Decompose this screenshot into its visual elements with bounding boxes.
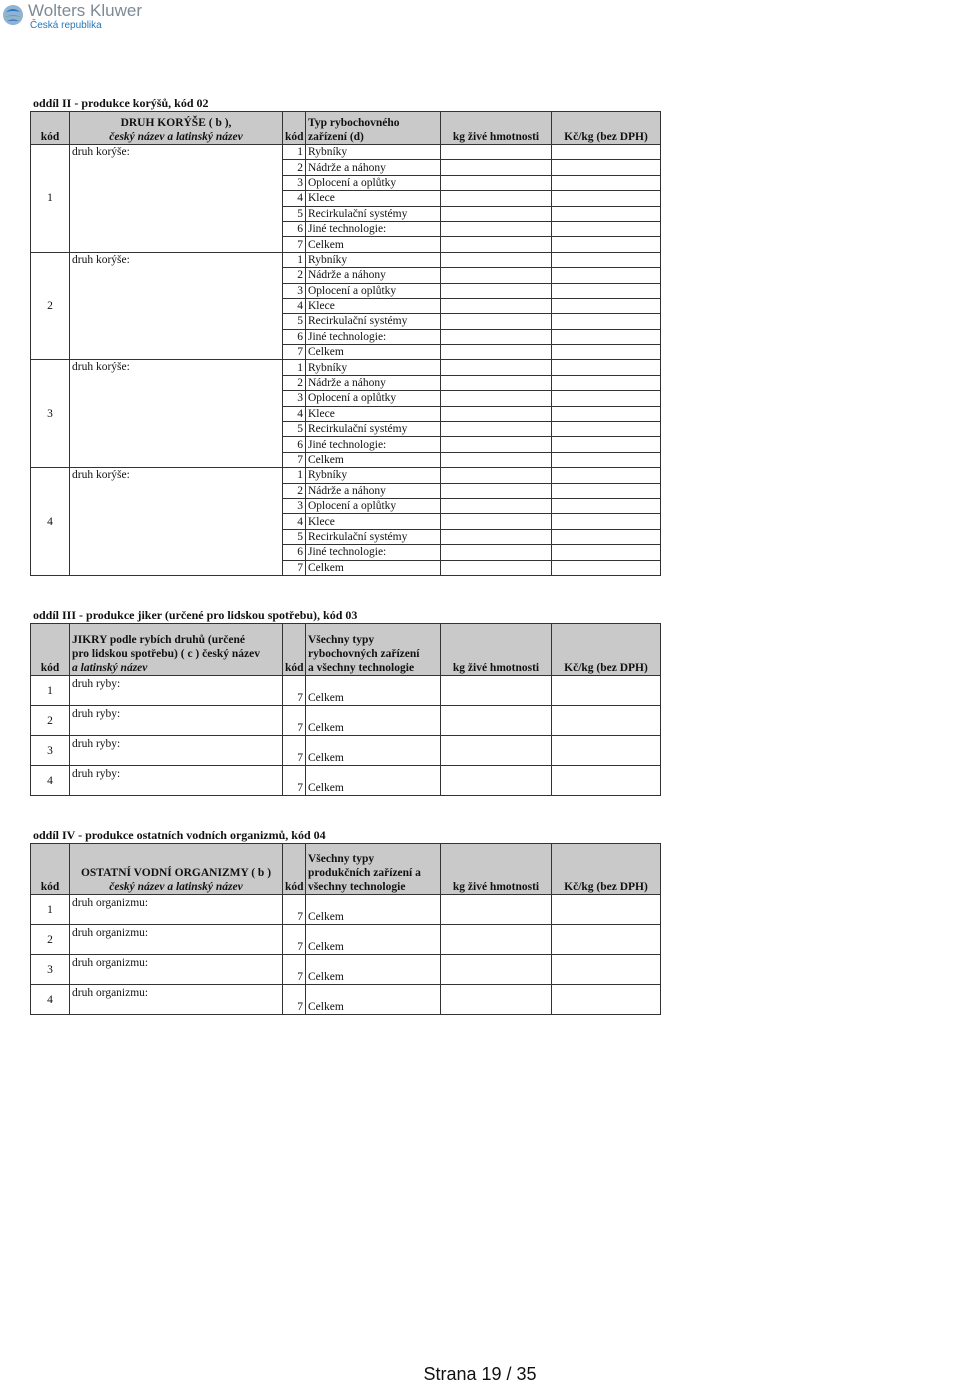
globe-logo-icon	[2, 4, 24, 26]
page-number: Strana 19 / 35	[423, 1364, 537, 1384]
logo-subtitle: Česká republika	[30, 20, 102, 31]
facility-code: 1	[283, 252, 306, 267]
price-input-cell[interactable]	[552, 160, 661, 175]
facility-type: Jiné technologie:	[306, 329, 441, 344]
section-ii	[30, 96, 672, 576]
header-typ-line2: zařízení (d)	[308, 131, 364, 143]
price-input-cell[interactable]	[552, 985, 661, 1015]
price-input-cell[interactable]	[552, 452, 661, 467]
section-iv	[30, 828, 672, 1015]
row-code: 1	[31, 676, 70, 706]
table-row	[31, 145, 661, 160]
facility-code: 3	[283, 175, 306, 190]
facility-type: Nádrže a náhony	[306, 160, 441, 175]
row-code: 3	[31, 360, 70, 468]
price-input-cell[interactable]	[552, 483, 661, 498]
price-input-cell[interactable]	[552, 529, 661, 544]
section-iii-table	[30, 623, 661, 796]
price-input-cell[interactable]	[552, 955, 661, 985]
kg-input-cell[interactable]	[441, 283, 552, 298]
row-code: 4	[31, 766, 70, 796]
kg-input-cell[interactable]	[441, 766, 552, 796]
facility-type: Celkem	[306, 345, 441, 360]
header-typ-line1: Všechny typy	[308, 853, 375, 865]
kg-input-cell[interactable]	[441, 191, 552, 206]
table-header-row	[31, 844, 661, 895]
facility-type: Nádrže a náhony	[306, 375, 441, 390]
section-iii	[30, 608, 672, 796]
price-input-cell[interactable]	[552, 895, 661, 925]
price-input-cell[interactable]	[552, 437, 661, 452]
kg-input-cell[interactable]	[441, 529, 552, 544]
facility-code: 2	[283, 268, 306, 283]
facility-type: Celkem	[306, 895, 441, 925]
price-input-cell[interactable]	[552, 676, 661, 706]
facility-type: Celkem	[306, 766, 441, 796]
row-code: 4	[31, 468, 70, 576]
kg-input-cell[interactable]	[441, 498, 552, 513]
species-input-cell[interactable]: druh korýše:	[70, 468, 283, 576]
table-row	[31, 676, 661, 706]
species-input-cell[interactable]: druh ryby:	[70, 736, 283, 766]
header-kod: kód	[31, 112, 70, 145]
header-kod2: kód	[283, 624, 306, 676]
section-iv-table	[30, 843, 661, 1015]
row-code: 4	[31, 985, 70, 1015]
kg-input-cell[interactable]	[441, 252, 552, 267]
price-input-cell[interactable]	[552, 314, 661, 329]
price-input-cell[interactable]	[552, 145, 661, 160]
kg-input-cell[interactable]	[441, 268, 552, 283]
facility-type: Celkem	[306, 925, 441, 955]
facility-code: 3	[283, 391, 306, 406]
facility-code: 7	[283, 706, 306, 736]
header-kod2: kód	[283, 844, 306, 895]
table-row	[31, 766, 661, 796]
price-input-cell[interactable]	[552, 498, 661, 513]
price-input-cell[interactable]	[552, 237, 661, 252]
kg-input-cell[interactable]	[441, 314, 552, 329]
price-input-cell[interactable]	[552, 391, 661, 406]
facility-type: Oplocení a oplůtky	[306, 283, 441, 298]
facility-type: Nádrže a náhony	[306, 483, 441, 498]
price-input-cell[interactable]	[552, 468, 661, 483]
kg-input-cell[interactable]	[441, 895, 552, 925]
facility-code: 5	[283, 422, 306, 437]
price-input-cell[interactable]	[552, 736, 661, 766]
table-row	[31, 468, 661, 483]
price-input-cell[interactable]	[552, 298, 661, 313]
price-input-cell[interactable]	[552, 360, 661, 375]
section-ii-body	[31, 145, 661, 576]
header-typ-line1: Typ rybochovného	[308, 117, 400, 129]
facility-code: 7	[283, 985, 306, 1015]
header-druh-line1: DRUH KORÝŠE ( b ),	[120, 117, 232, 129]
kg-input-cell[interactable]	[441, 237, 552, 252]
kg-input-cell[interactable]	[441, 483, 552, 498]
species-input-cell[interactable]: druh korýše:	[70, 252, 283, 360]
header-druh-line1: OSTATNÍ VODNÍ ORGANIZMY ( b )	[80, 867, 272, 879]
kg-input-cell[interactable]	[441, 406, 552, 421]
header-typ	[306, 112, 441, 145]
facility-code: 4	[283, 514, 306, 529]
table-header-row	[31, 112, 661, 145]
row-code: 2	[31, 706, 70, 736]
header-kc: Kč/kg (bez DPH)	[552, 844, 661, 895]
price-input-cell[interactable]	[552, 175, 661, 190]
facility-code: 4	[283, 191, 306, 206]
facility-type: Oplocení a oplůtky	[306, 498, 441, 513]
species-input-cell[interactable]: druh korýše:	[70, 360, 283, 468]
price-input-cell[interactable]	[552, 560, 661, 575]
kg-input-cell[interactable]	[441, 175, 552, 190]
price-input-cell[interactable]	[552, 268, 661, 283]
species-input-cell[interactable]: druh organizmu:	[70, 925, 283, 955]
row-code: 2	[31, 925, 70, 955]
kg-input-cell[interactable]	[441, 452, 552, 467]
kg-input-cell[interactable]	[441, 221, 552, 236]
table-row	[31, 736, 661, 766]
header-kod2: kód	[283, 112, 306, 145]
kg-input-cell[interactable]	[441, 375, 552, 390]
header-typ	[306, 844, 441, 895]
price-input-cell[interactable]	[552, 329, 661, 344]
facility-code: 4	[283, 298, 306, 313]
price-input-cell[interactable]	[552, 545, 661, 560]
facility-type: Celkem	[306, 452, 441, 467]
row-code: 3	[31, 955, 70, 985]
table-row	[31, 895, 661, 925]
facility-code: 5	[283, 314, 306, 329]
section-iv-title: oddíl IV - produkce ostatních vodních organizmů, kód 04	[33, 828, 326, 842]
species-input-cell[interactable]: druh ryby:	[70, 706, 283, 736]
header-kg: kg živé hmotnosti	[441, 844, 552, 895]
table-row	[31, 252, 661, 267]
kg-input-cell[interactable]	[441, 345, 552, 360]
header-typ-line2: produkčních zařízení a	[308, 867, 421, 879]
facility-code: 7	[283, 237, 306, 252]
facility-code: 2	[283, 160, 306, 175]
table-row	[31, 985, 661, 1015]
table-header-row	[31, 624, 661, 676]
facility-type: Oplocení a oplůtky	[306, 175, 441, 190]
publisher-logo	[2, 2, 142, 32]
facility-code: 7	[283, 925, 306, 955]
facility-type: Recirkulační systémy	[306, 206, 441, 221]
facility-type: Jiné technologie:	[306, 545, 441, 560]
facility-code: 5	[283, 206, 306, 221]
kg-input-cell[interactable]	[441, 560, 552, 575]
row-code: 1	[31, 895, 70, 925]
kg-input-cell[interactable]	[441, 736, 552, 766]
facility-code: 6	[283, 545, 306, 560]
table-row	[31, 360, 661, 375]
section-iv-body	[31, 895, 661, 1015]
kg-input-cell[interactable]	[441, 160, 552, 175]
header-kc: Kč/kg (bez DPH)	[552, 112, 661, 145]
header-kod: kód	[31, 624, 70, 676]
price-input-cell[interactable]	[552, 766, 661, 796]
facility-type: Klece	[306, 406, 441, 421]
header-druh-line2: pro lidskou spotřebu) ( c ) český název	[72, 648, 260, 660]
facility-code: 7	[283, 955, 306, 985]
facility-type: Klece	[306, 298, 441, 313]
table-row	[31, 706, 661, 736]
facility-type: Nádrže a náhony	[306, 268, 441, 283]
facility-code: 4	[283, 406, 306, 421]
header-typ-line3: všechny technologie	[308, 881, 406, 893]
species-input-cell[interactable]: druh organizmu:	[70, 955, 283, 985]
header-druh-line1: JIKRY podle rybích druhů (určené	[72, 634, 245, 646]
facility-code: 7	[283, 676, 306, 706]
facility-code: 6	[283, 221, 306, 236]
header-typ	[306, 624, 441, 676]
kg-input-cell[interactable]	[441, 422, 552, 437]
facility-code: 6	[283, 437, 306, 452]
section-iii-body	[31, 676, 661, 796]
facility-code: 3	[283, 283, 306, 298]
facility-code: 7	[283, 452, 306, 467]
table-row	[31, 925, 661, 955]
facility-type: Klece	[306, 514, 441, 529]
logo-brand-text: Wolters Kluwer	[28, 1, 142, 20]
header-kg: kg živé hmotnosti	[441, 112, 552, 145]
kg-input-cell[interactable]	[441, 925, 552, 955]
facility-code: 3	[283, 498, 306, 513]
facility-type: Recirkulační systémy	[306, 422, 441, 437]
price-input-cell[interactable]	[552, 345, 661, 360]
price-input-cell[interactable]	[552, 375, 661, 390]
facility-type: Rybníky	[306, 360, 441, 375]
price-input-cell[interactable]	[552, 406, 661, 421]
kg-input-cell[interactable]	[441, 514, 552, 529]
facility-code: 7	[283, 766, 306, 796]
header-druh-line2: český název a latinský název	[109, 881, 243, 893]
facility-code: 2	[283, 483, 306, 498]
facility-code: 7	[283, 895, 306, 925]
species-input-cell[interactable]: druh organizmu:	[70, 895, 283, 925]
header-druh-line2: český název a latinský název	[109, 131, 243, 143]
kg-input-cell[interactable]	[441, 706, 552, 736]
facility-type: Oplocení a oplůtky	[306, 391, 441, 406]
facility-type: Jiné technologie:	[306, 221, 441, 236]
header-kc: Kč/kg (bez DPH)	[552, 624, 661, 676]
price-input-cell[interactable]	[552, 191, 661, 206]
facility-code: 1	[283, 145, 306, 160]
row-code: 1	[31, 145, 70, 253]
facility-type: Recirkulační systémy	[306, 314, 441, 329]
facility-code: 1	[283, 360, 306, 375]
species-input-cell[interactable]: druh organizmu:	[70, 985, 283, 1015]
price-input-cell[interactable]	[552, 206, 661, 221]
species-input-cell[interactable]: druh ryby:	[70, 766, 283, 796]
header-typ-line3: a všechny technologie	[308, 662, 415, 674]
price-input-cell[interactable]	[552, 252, 661, 267]
price-input-cell[interactable]	[552, 514, 661, 529]
kg-input-cell[interactable]	[441, 545, 552, 560]
facility-type: Celkem	[306, 560, 441, 575]
facility-type: Celkem	[306, 955, 441, 985]
facility-code: 7	[283, 560, 306, 575]
header-kg: kg živé hmotnosti	[441, 624, 552, 676]
kg-input-cell[interactable]	[441, 206, 552, 221]
kg-input-cell[interactable]	[441, 676, 552, 706]
facility-type: Klece	[306, 191, 441, 206]
kg-input-cell[interactable]	[441, 329, 552, 344]
facility-code: 5	[283, 529, 306, 544]
facility-code: 7	[283, 345, 306, 360]
price-input-cell[interactable]	[552, 283, 661, 298]
row-code: 2	[31, 252, 70, 360]
facility-type: Celkem	[306, 736, 441, 766]
kg-input-cell[interactable]	[441, 985, 552, 1015]
header-druh	[70, 624, 283, 676]
facility-type: Celkem	[306, 985, 441, 1015]
price-input-cell[interactable]	[552, 925, 661, 955]
section-iii-title: oddíl III - produkce jiker (určené pro lidskou spotřebu), kód 03	[33, 608, 358, 622]
header-typ-line2: rybochovných zařízení	[308, 648, 420, 660]
facility-code: 1	[283, 468, 306, 483]
species-input-cell[interactable]: druh ryby:	[70, 676, 283, 706]
kg-input-cell[interactable]	[441, 298, 552, 313]
table-row	[31, 955, 661, 985]
facility-code: 6	[283, 329, 306, 344]
facility-type: Celkem	[306, 676, 441, 706]
kg-input-cell[interactable]	[441, 145, 552, 160]
facility-type: Celkem	[306, 706, 441, 736]
price-input-cell[interactable]	[552, 422, 661, 437]
species-input-cell[interactable]: druh korýše:	[70, 145, 283, 253]
facility-type: Jiné technologie:	[306, 437, 441, 452]
facility-type: Rybníky	[306, 468, 441, 483]
section-ii-title: oddíl II - produkce korýšů, kód 02	[33, 96, 209, 110]
section-ii-table	[30, 111, 661, 576]
price-input-cell[interactable]	[552, 221, 661, 236]
facility-code: 7	[283, 736, 306, 766]
kg-input-cell[interactable]	[441, 437, 552, 452]
facility-type: Recirkulační systémy	[306, 529, 441, 544]
facility-type: Rybníky	[306, 252, 441, 267]
kg-input-cell[interactable]	[441, 955, 552, 985]
kg-input-cell[interactable]	[441, 360, 552, 375]
kg-input-cell[interactable]	[441, 468, 552, 483]
kg-input-cell[interactable]	[441, 391, 552, 406]
facility-type: Celkem	[306, 237, 441, 252]
facility-type: Rybníky	[306, 145, 441, 160]
facility-code: 2	[283, 375, 306, 390]
header-kod: kód	[31, 844, 70, 895]
price-input-cell[interactable]	[552, 706, 661, 736]
header-druh	[70, 844, 283, 895]
header-druh-line3: a latinský název	[72, 662, 148, 674]
row-code: 3	[31, 736, 70, 766]
header-druh	[70, 112, 283, 145]
header-typ-line1: Všechny typy	[308, 634, 375, 646]
